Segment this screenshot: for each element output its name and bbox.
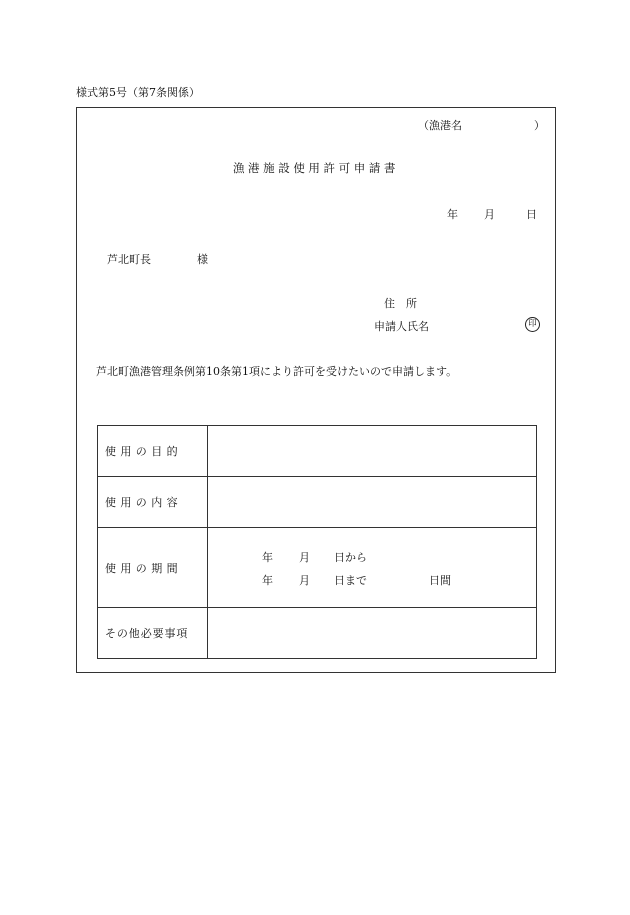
period-end-year: 年 [262, 574, 273, 587]
application-statement: 芦北町漁港管理条例第10条第1項により許可を受けたいので申請します。 [96, 365, 458, 378]
content-field[interactable] [208, 477, 537, 528]
purpose-field[interactable] [208, 426, 537, 477]
date-month-label: 月 [484, 208, 495, 221]
addressee [107, 251, 208, 267]
period-end-line [262, 572, 451, 588]
seal-mark: 印 [525, 317, 540, 332]
table-row [98, 477, 537, 528]
table-row [98, 528, 537, 608]
period-start-line [262, 549, 367, 565]
usage-details-table [97, 425, 537, 659]
period-start-month: 月 [299, 551, 310, 564]
form-title: 漁港施設使用許可申請書 [232, 161, 400, 175]
date-day-label: 日 [526, 208, 537, 221]
other-label: その他必要事項 [98, 608, 208, 659]
purpose-label: 使用の目的 [98, 426, 208, 477]
content-label: 使用の内容 [98, 477, 208, 528]
table-row [98, 426, 537, 477]
addressee-honorific: 様 [197, 253, 208, 266]
period-start-year: 年 [262, 551, 273, 564]
period-end-month: 月 [299, 574, 310, 587]
period-end-day: 日まで [334, 574, 367, 587]
addressee-name: 芦北町長 [107, 253, 151, 266]
applicant-name-label: 申請人氏名 [374, 320, 429, 333]
period-days-label: 日間 [429, 574, 451, 587]
period-label: 使用の期間 [98, 528, 208, 608]
port-name-close: ） [534, 119, 545, 132]
date-year-label: 年 [447, 208, 458, 221]
application-date [447, 206, 537, 222]
period-field[interactable] [208, 528, 537, 608]
application-form [76, 107, 556, 673]
other-field[interactable] [208, 608, 537, 659]
table-row [98, 608, 537, 659]
port-name-label: （漁港名 [418, 119, 462, 132]
period-start-day: 日から [334, 551, 367, 564]
port-name-row [418, 117, 545, 133]
form-number-label: 様式第5号（第7条関係） [76, 86, 200, 99]
address-label: 住 所 [384, 297, 417, 310]
